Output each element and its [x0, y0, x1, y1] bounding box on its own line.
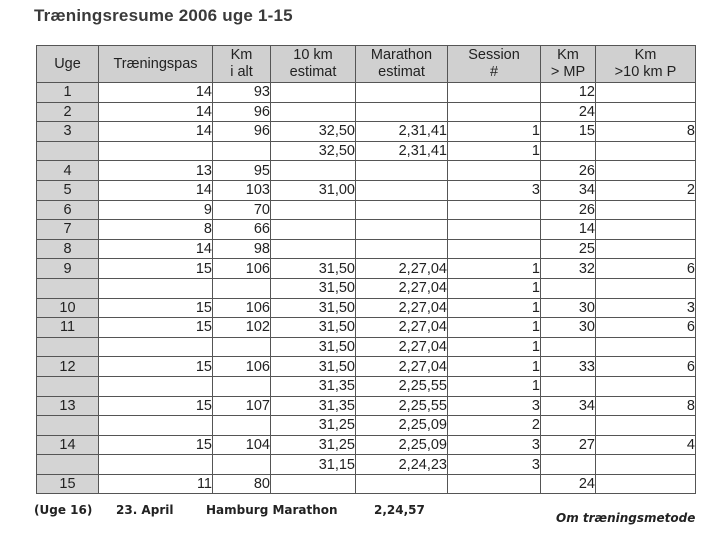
header-km-mp	[541, 46, 596, 83]
page-title: Træningsresume 2006 uge 1-15	[34, 6, 293, 25]
header-line: > MP	[550, 64, 586, 80]
cell-uge: 6	[37, 200, 99, 220]
cell-km-10km-p: 6	[596, 357, 696, 377]
cell-km-i-alt: 96	[213, 102, 271, 122]
cell-10km-estimat: 31,35	[271, 376, 356, 396]
cell-session: 2	[448, 416, 541, 436]
cell-session: 3	[448, 180, 541, 200]
cell-traeningspas: 14	[99, 102, 213, 122]
cell-km-i-alt: 80	[213, 474, 271, 494]
cell-uge: 3	[37, 122, 99, 142]
table-row	[37, 122, 696, 142]
footer-event: Hamburg Marathon	[206, 503, 338, 517]
table-row	[37, 102, 696, 122]
cell-km-10km-p: 2	[596, 180, 696, 200]
cell-marathon-estimat: 2,25,09	[356, 435, 448, 455]
cell-marathon-estimat	[356, 83, 448, 103]
table-row	[37, 259, 696, 279]
cell-uge: 14	[37, 435, 99, 455]
cell-km-i-alt: 96	[213, 122, 271, 142]
header-line: estimat	[289, 64, 337, 80]
cell-traeningspas	[99, 337, 213, 357]
cell-10km-estimat: 31,50	[271, 278, 356, 298]
cell-km-10km-p: 8	[596, 396, 696, 416]
cell-marathon-estimat: 2,25,55	[356, 376, 448, 396]
cell-session: 1	[448, 122, 541, 142]
cell-km-mp: 15	[541, 122, 596, 142]
table-row	[37, 83, 696, 103]
cell-traeningspas: 15	[99, 298, 213, 318]
cell-10km-estimat: 31,50	[271, 318, 356, 338]
cell-traeningspas: 14	[99, 180, 213, 200]
cell-km-mp: 25	[541, 239, 596, 259]
cell-uge: 11	[37, 318, 99, 338]
cell-10km-estimat: 32,50	[271, 122, 356, 142]
cell-marathon-estimat: 2,27,04	[356, 298, 448, 318]
cell-km-mp: 34	[541, 396, 596, 416]
cell-marathon-estimat	[356, 474, 448, 494]
cell-km-mp: 24	[541, 474, 596, 494]
cell-uge	[37, 455, 99, 475]
cell-km-i-alt: 98	[213, 239, 271, 259]
cell-session	[448, 161, 541, 181]
cell-km-mp: 14	[541, 220, 596, 240]
cell-session: 1	[448, 259, 541, 279]
cell-10km-estimat: 31,50	[271, 259, 356, 279]
cell-km-i-alt	[213, 337, 271, 357]
cell-km-mp: 33	[541, 357, 596, 377]
cell-10km-estimat	[271, 239, 356, 259]
cell-uge: 9	[37, 259, 99, 279]
cell-uge: 13	[37, 396, 99, 416]
table-row	[37, 455, 696, 475]
cell-km-i-alt: 106	[213, 357, 271, 377]
cell-km-10km-p: 3	[596, 298, 696, 318]
cell-km-mp: 24	[541, 102, 596, 122]
training-summary-table	[36, 45, 696, 494]
cell-traeningspas: 13	[99, 161, 213, 181]
table-header-row	[37, 46, 696, 83]
cell-10km-estimat	[271, 474, 356, 494]
cell-session	[448, 220, 541, 240]
table-body	[37, 83, 696, 494]
header-line: estimat	[378, 64, 425, 80]
header-line: Km	[557, 47, 579, 63]
cell-marathon-estimat: 2,25,55	[356, 396, 448, 416]
cell-km-10km-p	[596, 83, 696, 103]
cell-km-mp	[541, 416, 596, 436]
cell-km-i-alt	[213, 455, 271, 475]
cell-session: 1	[448, 357, 541, 377]
cell-km-mp	[541, 141, 596, 161]
cell-uge: 4	[37, 161, 99, 181]
cell-km-mp: 32	[541, 259, 596, 279]
cell-uge: 2	[37, 102, 99, 122]
cell-km-10km-p	[596, 455, 696, 475]
header-line: Uge	[54, 55, 81, 72]
cell-marathon-estimat: 2,27,04	[356, 278, 448, 298]
cell-uge: 12	[37, 357, 99, 377]
cell-km-i-alt: 93	[213, 83, 271, 103]
table-row	[37, 180, 696, 200]
cell-km-10km-p	[596, 416, 696, 436]
cell-10km-estimat: 31,25	[271, 435, 356, 455]
cell-km-10km-p: 6	[596, 318, 696, 338]
header-line: Km	[634, 47, 657, 63]
cell-uge	[37, 337, 99, 357]
cell-km-i-alt: 66	[213, 220, 271, 240]
cell-km-10km-p	[596, 200, 696, 220]
footer-time: 2,24,57	[374, 503, 425, 517]
cell-km-i-alt: 102	[213, 318, 271, 338]
table-row	[37, 278, 696, 298]
cell-10km-estimat: 31,15	[271, 455, 356, 475]
cell-km-10km-p: 4	[596, 435, 696, 455]
cell-traeningspas	[99, 455, 213, 475]
cell-km-10km-p	[596, 474, 696, 494]
cell-km-10km-p	[596, 161, 696, 181]
footer-week: (Uge 16)	[34, 503, 93, 517]
cell-traeningspas: 9	[99, 200, 213, 220]
cell-km-mp	[541, 337, 596, 357]
table-row	[37, 141, 696, 161]
cell-session: 1	[448, 376, 541, 396]
cell-km-mp: 30	[541, 318, 596, 338]
cell-marathon-estimat: 2,31,41	[356, 141, 448, 161]
cell-traeningspas: 14	[99, 83, 213, 103]
cell-traeningspas: 15	[99, 259, 213, 279]
header-km-10km-p	[596, 46, 696, 83]
cell-10km-estimat: 31,50	[271, 298, 356, 318]
table-row	[37, 396, 696, 416]
cell-uge	[37, 141, 99, 161]
cell-10km-estimat: 31,00	[271, 180, 356, 200]
header-session	[448, 46, 541, 83]
cell-km-10km-p	[596, 278, 696, 298]
cell-10km-estimat	[271, 83, 356, 103]
cell-session: 1	[448, 298, 541, 318]
cell-km-i-alt: 70	[213, 200, 271, 220]
cell-marathon-estimat: 2,27,04	[356, 259, 448, 279]
cell-session: 3	[448, 455, 541, 475]
cell-km-10km-p	[596, 239, 696, 259]
table-row	[37, 416, 696, 436]
cell-10km-estimat: 32,50	[271, 141, 356, 161]
cell-traeningspas: 15	[99, 318, 213, 338]
cell-marathon-estimat: 2,27,04	[356, 357, 448, 377]
header-line: #	[489, 64, 499, 80]
cell-km-i-alt: 103	[213, 180, 271, 200]
cell-10km-estimat	[271, 102, 356, 122]
cell-session	[448, 474, 541, 494]
cell-session	[448, 200, 541, 220]
footer-date: 23. April	[116, 503, 174, 517]
cell-uge: 15	[37, 474, 99, 494]
cell-km-mp	[541, 455, 596, 475]
cell-km-i-alt	[213, 416, 271, 436]
cell-km-10km-p	[596, 102, 696, 122]
cell-session: 1	[448, 278, 541, 298]
cell-marathon-estimat	[356, 102, 448, 122]
cell-10km-estimat: 31,50	[271, 357, 356, 377]
header-line: 10 km	[293, 47, 333, 63]
cell-uge: 8	[37, 239, 99, 259]
cell-km-mp: 30	[541, 298, 596, 318]
table-row	[37, 298, 696, 318]
cell-traeningspas: 15	[99, 435, 213, 455]
cell-traeningspas: 15	[99, 396, 213, 416]
header-line: Marathon	[370, 47, 433, 63]
cell-traeningspas: 15	[99, 357, 213, 377]
cell-km-i-alt	[213, 376, 271, 396]
cell-10km-estimat	[271, 220, 356, 240]
cell-km-i-alt: 106	[213, 298, 271, 318]
training-method-link[interactable]: Om træningsmetode	[556, 511, 696, 525]
cell-uge	[37, 278, 99, 298]
cell-km-10km-p: 6	[596, 259, 696, 279]
cell-km-mp	[541, 376, 596, 396]
cell-km-mp: 26	[541, 200, 596, 220]
cell-session: 3	[448, 435, 541, 455]
header-line: >10 km P	[614, 64, 677, 80]
cell-uge: 1	[37, 83, 99, 103]
cell-marathon-estimat	[356, 180, 448, 200]
cell-session: 1	[448, 337, 541, 357]
header-10km-estimat	[271, 46, 356, 83]
cell-km-mp	[541, 278, 596, 298]
header-marathon-estimat	[356, 46, 448, 83]
header-line: Session	[468, 47, 520, 63]
table-row	[37, 357, 696, 377]
table-row	[37, 318, 696, 338]
cell-km-mp: 26	[541, 161, 596, 181]
cell-10km-estimat: 31,50	[271, 337, 356, 357]
header-traeningspas	[99, 46, 213, 83]
cell-uge: 5	[37, 180, 99, 200]
cell-marathon-estimat	[356, 161, 448, 181]
table-row	[37, 376, 696, 396]
cell-km-10km-p	[596, 220, 696, 240]
cell-marathon-estimat: 2,27,04	[356, 337, 448, 357]
cell-uge	[37, 416, 99, 436]
cell-traeningspas	[99, 141, 213, 161]
cell-km-i-alt: 106	[213, 259, 271, 279]
cell-km-mp: 34	[541, 180, 596, 200]
cell-marathon-estimat	[356, 200, 448, 220]
cell-session: 1	[448, 141, 541, 161]
table-row	[37, 220, 696, 240]
header-line: Træningspas	[113, 55, 198, 72]
cell-km-i-alt: 95	[213, 161, 271, 181]
cell-traeningspas	[99, 416, 213, 436]
header-km-i-alt	[213, 46, 271, 83]
cell-km-10km-p	[596, 376, 696, 396]
cell-traeningspas	[99, 376, 213, 396]
cell-marathon-estimat: 2,25,09	[356, 416, 448, 436]
cell-km-i-alt	[213, 141, 271, 161]
cell-session	[448, 102, 541, 122]
cell-uge	[37, 376, 99, 396]
table-row	[37, 337, 696, 357]
cell-km-i-alt: 104	[213, 435, 271, 455]
cell-km-10km-p	[596, 337, 696, 357]
cell-10km-estimat: 31,25	[271, 416, 356, 436]
cell-session	[448, 83, 541, 103]
cell-traeningspas: 14	[99, 122, 213, 142]
cell-traeningspas: 14	[99, 239, 213, 259]
cell-km-i-alt: 107	[213, 396, 271, 416]
cell-session: 1	[448, 318, 541, 338]
cell-uge: 7	[37, 220, 99, 240]
cell-km-mp: 12	[541, 83, 596, 103]
cell-10km-estimat: 31,35	[271, 396, 356, 416]
cell-km-10km-p: 8	[596, 122, 696, 142]
cell-marathon-estimat: 2,24,23	[356, 455, 448, 475]
cell-traeningspas: 11	[99, 474, 213, 494]
table-row	[37, 161, 696, 181]
table-row	[37, 200, 696, 220]
cell-km-i-alt	[213, 278, 271, 298]
table-row	[37, 239, 696, 259]
cell-traeningspas	[99, 278, 213, 298]
cell-marathon-estimat: 2,31,41	[356, 122, 448, 142]
cell-km-10km-p	[596, 141, 696, 161]
cell-uge: 10	[37, 298, 99, 318]
table-row	[37, 435, 696, 455]
cell-10km-estimat	[271, 200, 356, 220]
cell-marathon-estimat	[356, 239, 448, 259]
header-line: i alt	[230, 64, 253, 80]
cell-km-mp: 27	[541, 435, 596, 455]
header-uge	[37, 46, 99, 83]
cell-traeningspas: 8	[99, 220, 213, 240]
cell-session	[448, 239, 541, 259]
table-row	[37, 474, 696, 494]
cell-10km-estimat	[271, 161, 356, 181]
cell-marathon-estimat: 2,27,04	[356, 318, 448, 338]
cell-session: 3	[448, 396, 541, 416]
header-line: Km	[230, 47, 253, 63]
cell-marathon-estimat	[356, 220, 448, 240]
